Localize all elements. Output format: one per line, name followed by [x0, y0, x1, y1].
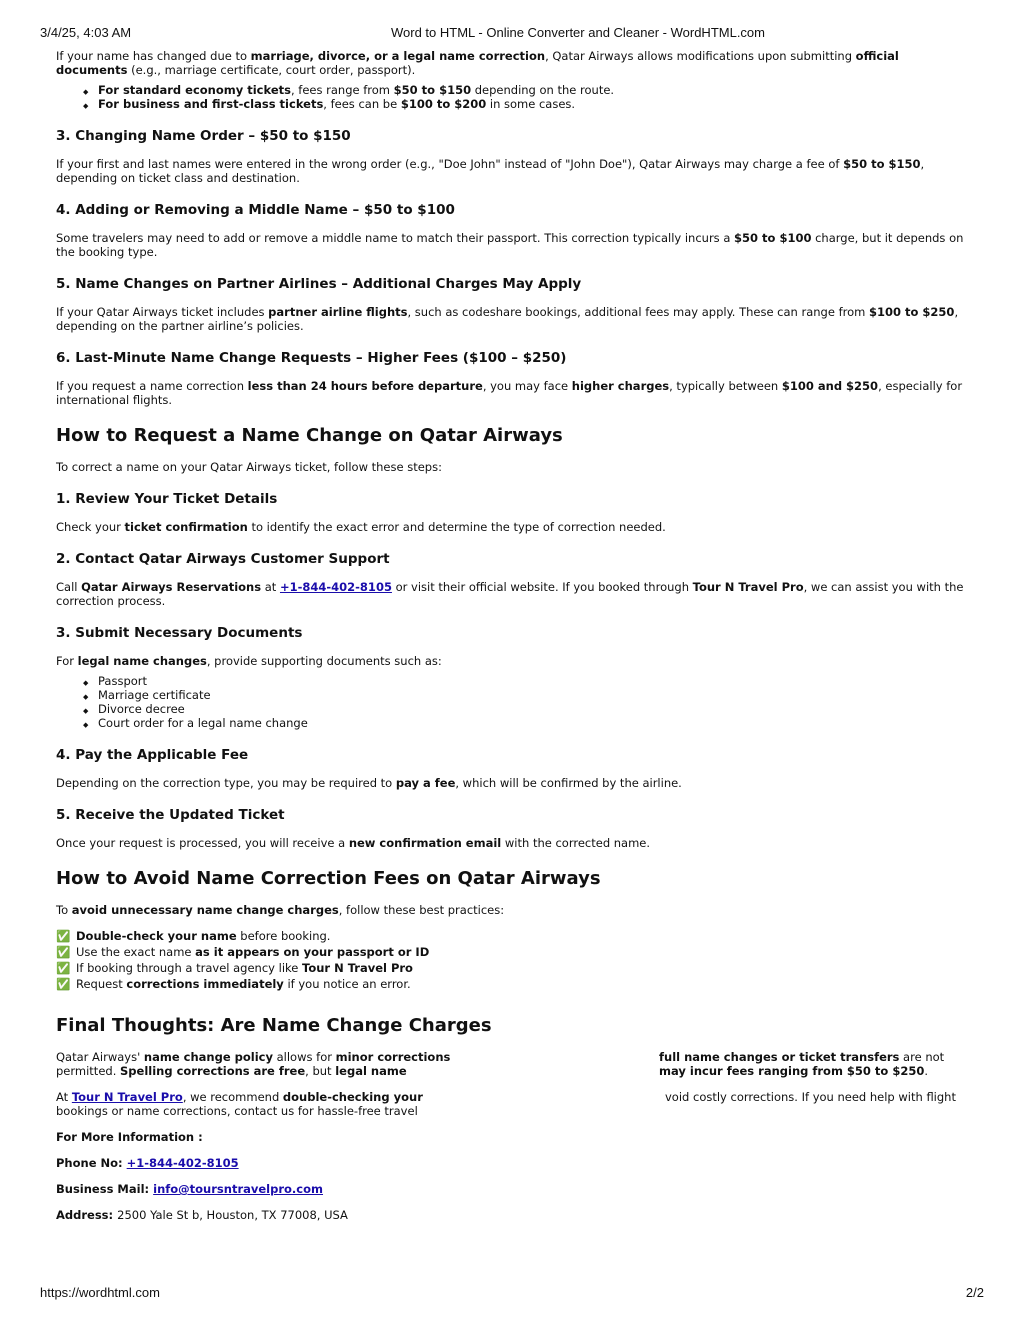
list-item: ✅ Request corrections immediately if you notice an error. [56, 977, 411, 991]
step-paragraph: For legal name changes, provide supporting documents such as: [56, 654, 442, 668]
request-heading: How to Request a Name Change on Qatar Airways [56, 425, 563, 446]
step-paragraph: Check your ticket confirmation to identify the exact error and determine the type of correction needed. [56, 520, 666, 534]
final-paragraph-1-left: Qatar Airways' name change policy allows for minor corrections permitted. Spelling corrections are free, but legal name [56, 1050, 451, 1078]
diamond-bullet-icon: ◆ [83, 707, 89, 715]
check-mark-icon: ✅ [56, 961, 71, 975]
phone-line: Phone No: +1-844-402-8105 [56, 1156, 239, 1170]
step-paragraph: Call Qatar Airways Reservations at +1-844-402-8105 or visit their official website. If you booked through Tour N Travel Pro, we can assist you with the correction process. [56, 580, 964, 608]
step-heading: 2. Contact Qatar Airways Customer Support [56, 551, 390, 567]
section-paragraph: If you request a name correction less than 24 hours before departure, you may face higher charges, typically between $100 and $250, especially for international flights. [56, 379, 963, 407]
list-item: ◆ Marriage certificate [83, 688, 211, 702]
section-heading: 3. Changing Name Order – $50 to $150 [56, 128, 351, 144]
print-page-title: Word to HTML - Online Converter and Cleaner - WordHTML.com [391, 25, 765, 40]
tour-n-travel-pro-link[interactable]: Tour N Travel Pro [71, 1090, 183, 1104]
print-footer [0, 1285, 1024, 1301]
list-item: ◆ Passport [83, 674, 148, 688]
final-paragraph-2-right: void costly corrections. If you need help with flight [665, 1090, 956, 1104]
check-mark-icon: ✅ [56, 929, 71, 943]
print-datetime: 3/4/25, 4:03 AM [40, 25, 132, 40]
contact-phone-link[interactable]: +1-844-402-8105 [126, 1156, 239, 1170]
section-paragraph: If your Qatar Airways ticket includes partner airline flights, such as codeshare bookings, additional fees may apply. These can range from $100 to $250, depending on the partner airline’s policies. [56, 305, 959, 333]
list-item: ✅ Use the exact name as it appears on your passport or ID [56, 945, 430, 959]
section-heading: 5. Name Changes on Partner Airlines – Additional Charges May Apply [56, 276, 582, 292]
list-item: ◆ Court order for a legal name change [83, 716, 308, 730]
documents-list [56, 674, 972, 730]
step-heading: 4. Pay the Applicable Fee [56, 747, 249, 763]
avoid-intro: To avoid unnecessary name change charges, follow these best practices: [56, 903, 505, 917]
check-mark-icon: ✅ [56, 945, 71, 959]
final-paragraph-2-left: At Tour N Travel Pro, we recommend double-checking your bookings or name corrections, contact us for hassle-free travel [56, 1090, 423, 1118]
diamond-bullet-icon: ◆ [83, 693, 89, 701]
diamond-bullet-icon: ◆ [83, 721, 89, 729]
final-paragraph-1-right: full name changes or ticket transfers are not may incur fees ranging from $50 to $250. [659, 1050, 945, 1078]
list-item: ✅ Double-check your name before booking. [56, 929, 331, 943]
address-line: Address: 2500 Yale St b, Houston, TX 77008, USA [56, 1208, 348, 1222]
more-info-label: For More Information : [56, 1130, 203, 1144]
request-intro: To correct a name on your Qatar Airways ticket, follow these steps: [56, 460, 442, 474]
print-header [0, 25, 1024, 41]
phone-link[interactable]: +1-844-402-8105 [279, 580, 392, 594]
print-url: https://wordhtml.com [40, 1285, 160, 1300]
step-paragraph: Once your request is processed, you will receive a new confirmation email with the corrected name. [56, 836, 651, 850]
page-number: 2/2 [965, 1285, 984, 1300]
section-paragraph: Some travelers may need to add or remove a middle name to match their passport. This correction typically incurs a $50 to $100 charge, but it depends on the booking type. [56, 231, 964, 259]
section-paragraph: If your first and last names were entered in the wrong order (e.g., "Doe John" instead of "John Doe"), Qatar Airways may charge a fee of $50 to $150, depending on ticket class and destination. [56, 157, 925, 185]
final-paragraph-1 [56, 1050, 972, 1078]
diamond-bullet-icon: ◆ [83, 102, 89, 110]
diamond-bullet-icon: ◆ [83, 679, 89, 687]
step-heading: 1. Review Your Ticket Details [56, 491, 278, 507]
best-practices-list [56, 929, 972, 991]
document-content [56, 49, 972, 1234]
check-mark-icon: ✅ [56, 977, 71, 991]
section-heading: 4. Adding or Removing a Middle Name – $50 to $100 [56, 202, 455, 218]
final-paragraph-2 [56, 1090, 972, 1118]
list-item: ◆ Divorce decree [83, 702, 185, 716]
step-paragraph: Depending on the correction type, you may be required to pay a fee, which will be confirmed by the airline. [56, 776, 682, 790]
list-item: ◆ For standard economy tickets, fees range from $50 to $150 depending on the route. [83, 83, 615, 97]
email-link[interactable]: info@toursntravelpro.com [153, 1182, 323, 1196]
list-item: ✅ If booking through a travel agency like Tour N Travel Pro [56, 961, 413, 975]
section-heading: 6. Last-Minute Name Change Requests – Higher Fees ($100 – $250) [56, 350, 567, 366]
mail-line: Business Mail: info@toursntravelpro.com [56, 1182, 323, 1196]
contact-info [56, 1130, 972, 1222]
step-heading: 3. Submit Necessary Documents [56, 625, 303, 641]
step-heading: 5. Receive the Updated Ticket [56, 807, 285, 823]
list-item: ◆ For business and first-class tickets, fees can be $100 to $200 in some cases. [83, 97, 576, 111]
final-heading: Final Thoughts: Are Name Change Charges [56, 1015, 492, 1036]
avoid-heading: How to Avoid Name Correction Fees on Qatar Airways [56, 868, 601, 889]
fee-list [56, 83, 972, 111]
diamond-bullet-icon: ◆ [83, 88, 89, 96]
intro-paragraph: If your name has changed due to marriage, divorce, or a legal name correction, Qatar Airways allows modifications upon submitting official documents (e.g., marriage certificate, court order, passport). [56, 49, 899, 77]
